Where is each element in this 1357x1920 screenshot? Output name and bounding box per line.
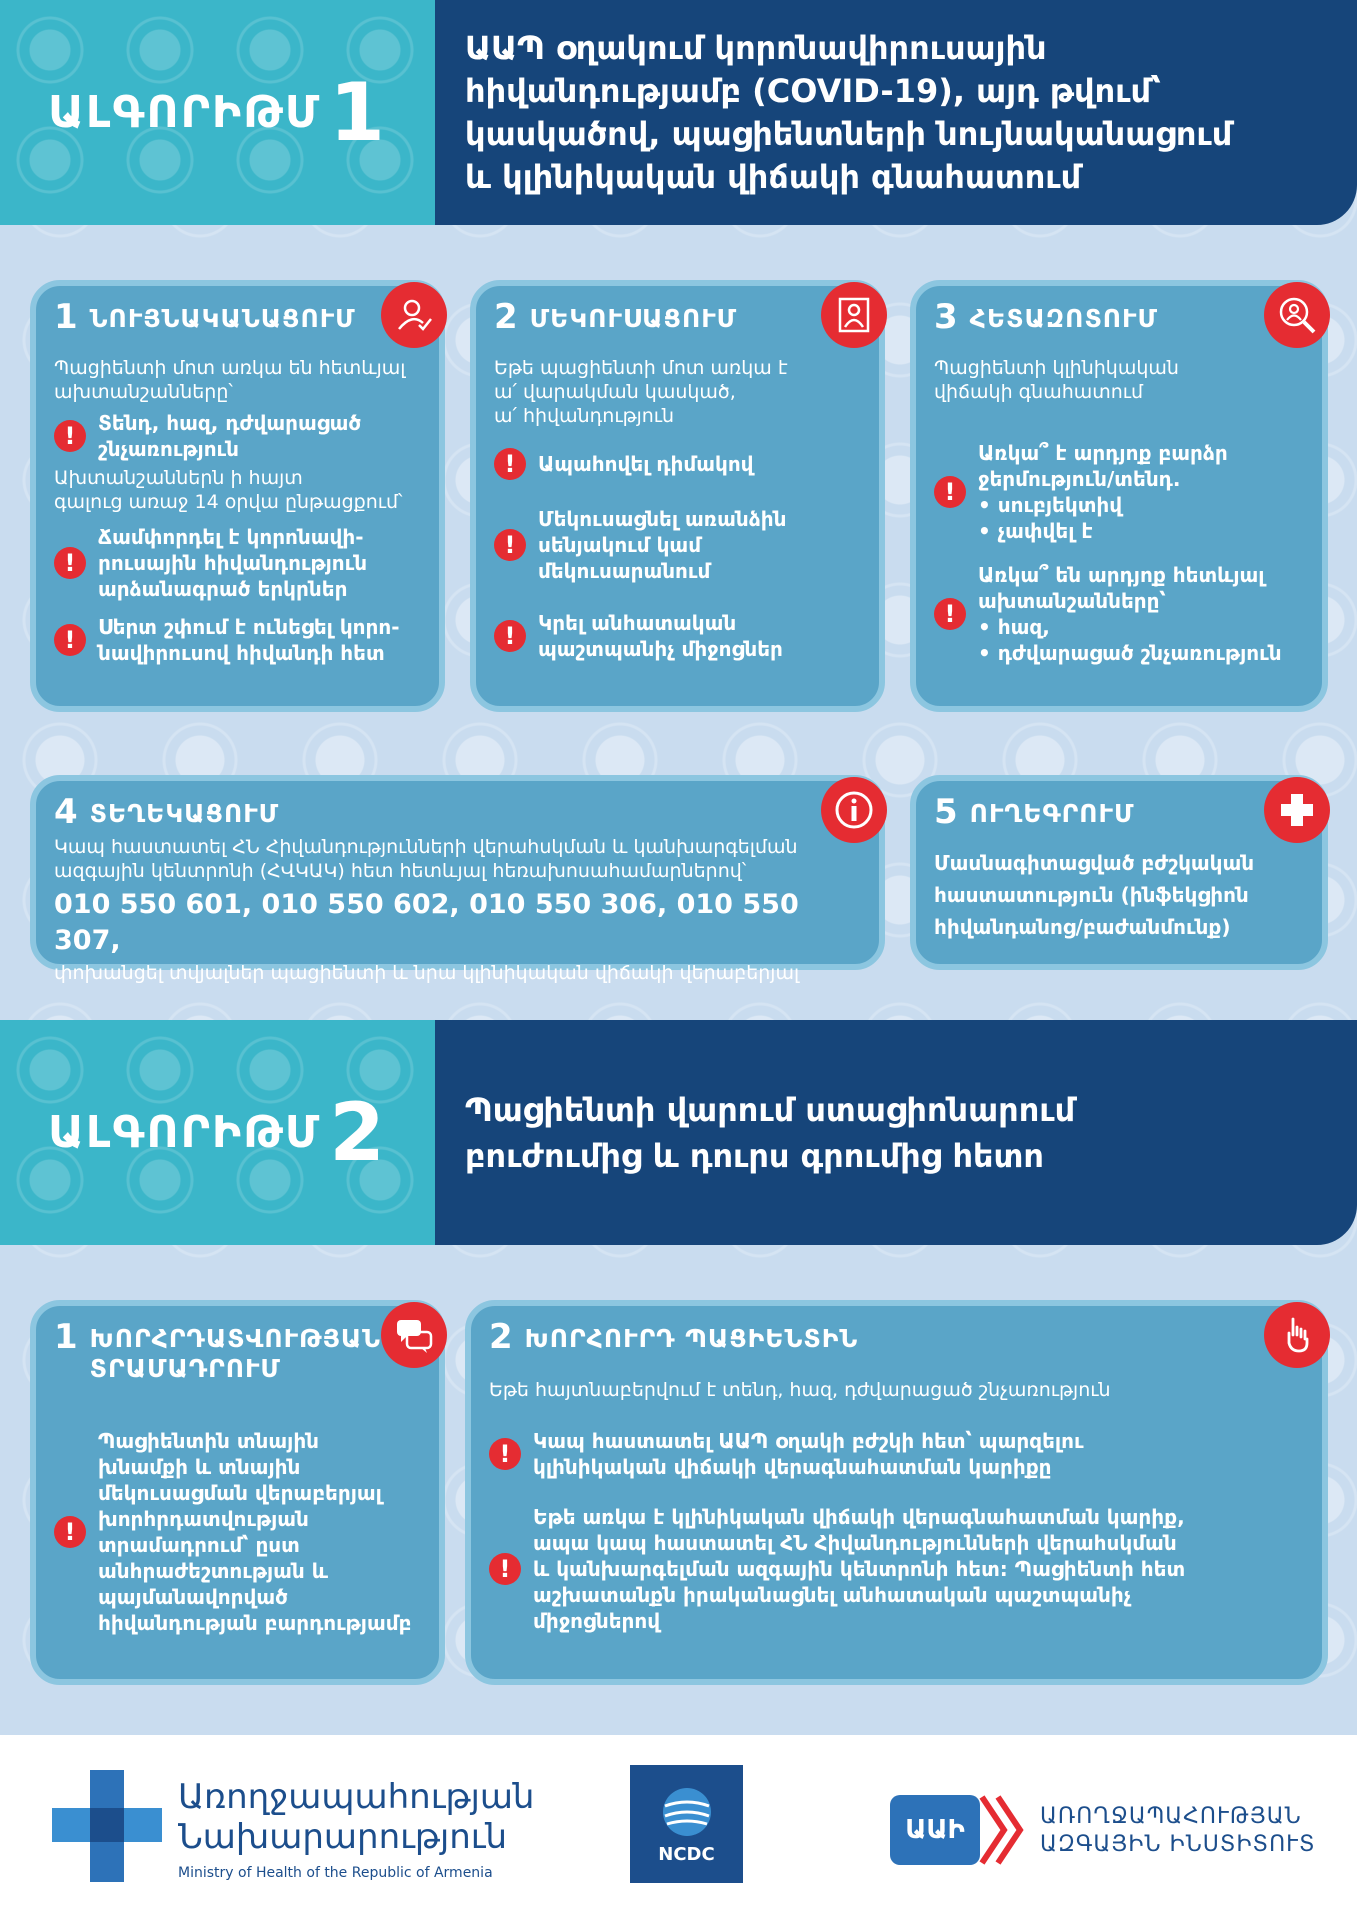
warning-line: ախտանշանները՝: [978, 589, 1166, 613]
card-title: [934, 297, 1304, 337]
algorithm1-title-line: հիվանդությամբ (COVID-19), այդ թվում՝: [465, 71, 1162, 110]
algorithm2-label: [48, 1086, 387, 1179]
warning-item: [54, 614, 421, 666]
warning-line: աշխատանքն իրականացնել անհատական պաշտպանիչ: [533, 1583, 1132, 1607]
warning-line: և կանխարգելման ազգային կենտրոնի հետ: Պացիենտի հետ: [533, 1557, 1186, 1581]
ministry-name-line1: Առողջապահության: [178, 1777, 535, 1817]
warning-line: ապա կապ հաստատել ՀՆ Հիվանդությունների վերահսկման: [533, 1531, 1177, 1555]
algorithm2-title-line: բուժումից և դուրս գրումից հետո: [465, 1136, 1044, 1175]
card-title: [54, 297, 421, 337]
hand-icon: [1264, 1302, 1330, 1368]
algorithm1-title: [465, 27, 1232, 199]
exclamation-icon: !: [494, 448, 526, 480]
exclamation-icon: !: [489, 1438, 521, 1470]
warning-line: • հազ,: [978, 615, 1050, 639]
card-note-line: գալուց առաջ 14 օրվա ընթացքում՝: [54, 491, 403, 513]
warning-line: խորհրդատվության: [98, 1507, 309, 1531]
card-title-line: ՏՐԱՄԱԴՐՈՒՄ: [89, 1354, 281, 1383]
warning-line: արձանագրած երկրներ: [98, 577, 348, 601]
exclamation-icon: !: [494, 529, 526, 561]
warning-item: [934, 440, 1304, 544]
exclamation-icon: !: [54, 624, 86, 656]
card-title-text: ՏԵՂԵԿԱՑՈՒՄ: [89, 799, 280, 828]
algorithm1-title-panel: [435, 0, 1357, 225]
card-intro: [54, 356, 421, 404]
warning-line: Կրել անհատական: [538, 611, 737, 635]
card-consultation: [30, 1300, 445, 1685]
warning-line: Ճամփորդել է կորոնավի-: [98, 525, 364, 549]
warning-line: Կապ հաստատել ԱԱՊ օղակի բժշկի հետ՝ պարզելու: [533, 1429, 1084, 1453]
warning-line: միջոցներով: [533, 1609, 661, 1633]
warning-item: [54, 524, 421, 602]
algorithm1-title-line: կասկածով, պացիենտների նույնականացում: [465, 114, 1233, 153]
warning-line: • դժվարացած շնչառություն: [978, 641, 1282, 665]
warning-line: կլինիկական վիճակի վերագնահատման կարիքը: [533, 1455, 1052, 1479]
card-line: Կապ հաստատել ՀՆ Հիվանդությունների վերահսկման և կանխարգելման: [54, 836, 798, 858]
ministry-name-line2: Նախարարություն: [178, 1817, 508, 1857]
warning-item: [494, 610, 861, 662]
card-examination: [910, 280, 1328, 712]
exclamation-icon: !: [54, 420, 86, 452]
warning-line: • սուբյեկտիվ: [978, 493, 1123, 517]
card-notification: [30, 775, 885, 984]
warning-line: նավիրուսով հիվանդի հետ: [98, 641, 385, 665]
exclamation-icon: !: [494, 620, 526, 652]
card-note: [54, 466, 421, 514]
card-referral: [910, 775, 1328, 970]
card-intro-line: ա՛ վարակման կասկած,: [494, 381, 736, 403]
card-intro-line: Պացիենտի մոտ առկա են հետևյալ: [54, 357, 406, 379]
card-number: 2: [489, 1317, 513, 1357]
warning-line: ջերմություն/տենդ.: [978, 467, 1181, 491]
card-title: [54, 1317, 421, 1384]
card-line: հիվանդանոց/բաժանմունք): [934, 915, 1231, 939]
warning-line: մեկուսարանում: [538, 559, 711, 583]
warning-line: պաշտպանիչ միջոցներ: [538, 637, 783, 661]
ncdc-text: NCDC: [658, 1843, 715, 1865]
card-title: [489, 1317, 1304, 1357]
card-intro: Եթե հայտնաբերվում է տենդ, հազ, դժվարացած շնչառություն: [489, 1379, 1111, 1401]
algorithm2-word: ԱԼԳՈՐԻԹՄ: [48, 1107, 322, 1158]
warning-line: Ապահովել դիմակով: [538, 452, 754, 476]
phone-numbers: 010 550 601, 010 550 602, 010 550 306, 010 550 307,: [54, 889, 799, 956]
card-line: Մասնագիտացված բժշկական: [934, 851, 1255, 875]
person-check-icon: [381, 282, 447, 348]
warning-line: • չափվել է: [978, 519, 1093, 543]
warning-item: [494, 448, 861, 480]
warning-line: Առկա՞ են արդյոք հետևյալ: [978, 563, 1265, 587]
chat-bubbles-icon: [381, 1302, 447, 1368]
ncdc-logo: [630, 1765, 743, 1883]
card-title: [934, 792, 1304, 832]
card-intro-line: ա՛ հիվանդություն: [494, 405, 675, 427]
warning-line: Եթե առկա է կլինիկական վիճակի վերագնահատման կարիք,: [533, 1505, 1185, 1529]
institute-name-line2: ԱԶԳԱՅԻՆ ԻՆՍՏԻՏՈՒՏ: [1040, 1832, 1316, 1857]
card-intro-line: Պացիենտի կլինիկական: [934, 357, 1179, 379]
card-intro-line: վիճակի գնահատում: [934, 381, 1144, 403]
warning-line: Մեկուսացնել առանձին: [538, 507, 787, 531]
card-title-line: ԽՈՐՀՐԴԱՏՎՈՒԹՅԱՆ: [89, 1324, 382, 1353]
warning-item: [934, 562, 1304, 666]
exclamation-icon: !: [489, 1553, 521, 1585]
algorithm1-title-line: ԱԱՊ օղակում կորոնավիրուսային: [465, 28, 1047, 67]
info-icon: [821, 777, 887, 843]
ministry-name: [178, 1777, 535, 1881]
exclamation-icon: !: [934, 598, 966, 630]
warning-line: անհրաժեշտության և: [98, 1559, 328, 1583]
institute-name-line1: ԱՌՈՂՋԱՊԱՀՈՒԹՅԱՆ: [1040, 1804, 1302, 1829]
card-isolation: [470, 280, 885, 712]
card-title-text: ՈՒՂԵԳՐՈՒՄ: [969, 799, 1135, 828]
card-title: [494, 297, 861, 337]
warning-line: մեկուսացման վերաբերյալ: [98, 1481, 382, 1505]
card-number: 2: [494, 297, 518, 337]
card-number: 4: [54, 792, 78, 832]
card-intro: [494, 356, 861, 428]
warning-line: տրամադրում՝ ըստ: [98, 1533, 300, 1557]
algorithm2-title-line: Պացիենտի վարում ստացիոնարում: [465, 1090, 1076, 1129]
card-tail: փոխանցել տվյալներ պացիենտի և նրա կլինիկական վիճակի վերաբերյալ: [54, 962, 800, 984]
algorithm1-header: [0, 0, 1357, 225]
warning-item: [489, 1428, 1304, 1480]
card-intro-line: ախտանշանները՝: [54, 381, 233, 403]
card-patient-advice: [465, 1300, 1328, 1685]
chevrons-icon: [978, 1795, 1030, 1865]
card-number: 1: [54, 297, 78, 337]
medical-cross-icon: [1264, 777, 1330, 843]
card-title: [54, 792, 861, 832]
warning-line: րուսային հիվանդություն: [98, 551, 368, 575]
exclamation-icon: !: [934, 476, 966, 508]
warning-line: շնչառություն: [98, 437, 239, 461]
algorithm1-label: [48, 66, 387, 159]
institute-logo: [890, 1795, 980, 1865]
ministry-name-en: Ministry of Health of the Republic of Armenia: [178, 1865, 493, 1881]
warning-line: խնամքի և տնային: [98, 1455, 301, 1479]
exclamation-icon: !: [54, 547, 86, 579]
card-identification: [30, 280, 445, 712]
card-line: հաստատություն (ինֆեկցիոն: [934, 883, 1249, 907]
card-lines: [54, 835, 861, 883]
globe-icon: [659, 1784, 715, 1840]
warning-line: Տենդ, հազ, դժվարացած: [98, 411, 362, 435]
algorithm1-number: 1: [329, 66, 387, 159]
magnifier-person-icon: [1264, 282, 1330, 348]
card-title-text: [90, 1320, 381, 1384]
algorithm2-label-panel: [0, 1020, 435, 1245]
algorithm1-title-line: և կլինիկական վիճակի գնահատում: [465, 157, 1082, 196]
warning-line: Պացիենտին տնային: [98, 1429, 320, 1453]
card-number: 3: [934, 297, 958, 337]
institute-badge: ԱԱԻ: [905, 1815, 965, 1845]
card-intro: [934, 356, 1304, 404]
ministry-logo: [52, 1770, 162, 1882]
card-title-text: ՄԵԿՈՒՍԱՑՈՒՄ: [529, 304, 738, 333]
warning-line: սենյակում կամ: [538, 533, 702, 557]
warning-item: [489, 1504, 1304, 1634]
warning-item: [54, 410, 421, 462]
algorithm1-word: ԱԼԳՈՐԻԹՄ: [48, 87, 322, 138]
warning-line: Սերտ շփում է ունեցել կորո-: [98, 615, 400, 639]
algorithm2-header: [0, 1020, 1357, 1245]
footer: [0, 1735, 1357, 1920]
person-frame-icon: [821, 282, 887, 348]
card-intro-line: Եթե պացիենտի մոտ առկա է: [494, 357, 788, 379]
warning-line: հիվանդության բարդությամբ: [98, 1611, 412, 1635]
card-number: 1: [54, 1317, 78, 1357]
warning-line: Առկա՞ է արդյոք բարձր: [978, 441, 1228, 465]
card-note-line: Ախտանշաններն ի հայտ: [54, 467, 303, 489]
card-line: ազգային կենտրոնի (ՀՎԿԱԿ) հետ հետևյալ հեռախոսահամարներով՝: [54, 860, 747, 882]
card-title-text: ՀԵՏԱԶՈՏՈՒՄ: [969, 304, 1158, 333]
institute-name: [1040, 1803, 1316, 1859]
algorithm2-number: 2: [329, 1086, 387, 1179]
warning-item: [494, 506, 861, 584]
warning-item: [54, 1428, 421, 1636]
algorithm2-title: [465, 1087, 1075, 1179]
algorithm2-title-panel: [435, 1020, 1357, 1245]
card-number: 5: [934, 792, 958, 832]
algorithm1-label-panel: [0, 0, 435, 225]
exclamation-icon: !: [54, 1516, 86, 1548]
card-title-text: ՆՈՒՅՆԱԿԱՆԱՑՈՒՄ: [89, 304, 356, 333]
card-lines: [934, 847, 1304, 943]
card-title-text: ԽՈՐՀՈՒՐԴ ՊԱՑԻԵՆՏԻՆ: [524, 1324, 859, 1353]
warning-line: պայմանավորված: [98, 1585, 288, 1609]
